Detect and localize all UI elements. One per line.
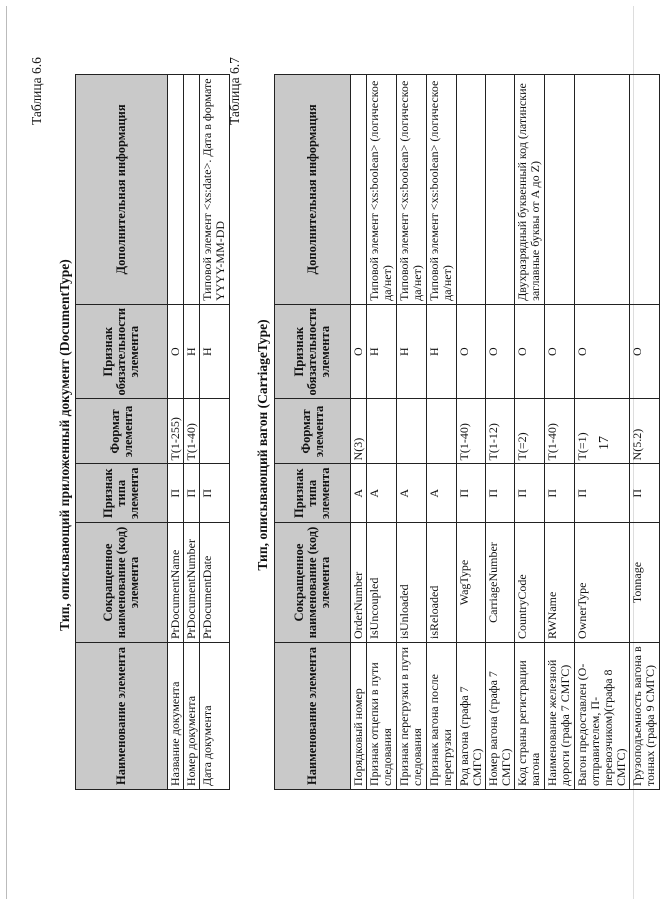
table-cell: А <box>397 464 427 523</box>
table-cell: OwnerType <box>575 523 630 643</box>
page-number: 17 <box>597 436 612 450</box>
table-cell: О <box>545 304 575 399</box>
table-cell: П <box>184 464 200 523</box>
table-cell: Типовой элемент <xs:date>. Дата в формате YYYY-MM-DD <box>200 74 230 304</box>
table-cell: OrderNumber <box>351 523 367 643</box>
table-cell: WagType <box>457 523 486 643</box>
table-cell: Название документа <box>168 643 184 790</box>
table-cell: Н <box>427 304 457 399</box>
table-cell: PrDocumentName <box>168 523 184 643</box>
column-header: Формат элемента <box>275 399 351 464</box>
table-cell: Номер документа <box>184 643 200 790</box>
table-cell: Tonnage <box>630 523 660 643</box>
table-cell: Наименование железной дороги (графа 7 СМГС) <box>545 643 575 790</box>
table-row <box>184 74 200 789</box>
table-row <box>200 74 230 789</box>
table-cell <box>351 74 367 304</box>
table-cell: Н <box>397 304 427 399</box>
table-cell <box>200 399 230 464</box>
table-cell <box>575 74 630 304</box>
table-cell: T(=2) <box>515 399 545 464</box>
column-header: Сокращенное наименование (код) элемента <box>275 523 351 643</box>
table-cell: T(1-40) <box>457 399 486 464</box>
table-cell: Грузоподъемность вагона в тоннах (графа 9 СМГС) <box>630 643 660 790</box>
table-cell: CarriageNumber <box>486 523 515 643</box>
table-row <box>427 74 457 789</box>
column-header: Наименование элемента <box>76 643 168 790</box>
table-cell: isUnloaded <box>397 523 427 643</box>
table-cell: П <box>545 464 575 523</box>
table-6-6-label: Таблица 6.6 <box>29 57 44 125</box>
table-row <box>575 74 630 789</box>
table-row <box>351 74 367 789</box>
column-header: Дополнительная информация <box>76 74 168 304</box>
table-cell: T(1-40) <box>184 399 200 464</box>
table-cell: Типовой элемент <xs:boolean> (логическое да/нет) <box>397 74 427 304</box>
table-cell: П <box>575 464 630 523</box>
table-cell: N(5.2) <box>630 399 660 464</box>
table-cell: О <box>168 304 184 399</box>
table-cell: isReloaded <box>427 523 457 643</box>
table-cell: Порядковый номер <box>351 643 367 790</box>
table-cell <box>457 74 486 304</box>
table-6-7-caption: Тип, описывающий вагон (CarriageType) <box>255 319 270 571</box>
table-cell: Признак отцепки в пути следования <box>367 643 397 790</box>
table-cell <box>630 74 660 304</box>
table-cell: П <box>457 464 486 523</box>
table-cell: PrDocumentDate <box>200 523 230 643</box>
table-cell: О <box>575 304 630 399</box>
table-row <box>486 74 515 789</box>
column-header: Дополнительная информация <box>275 74 351 304</box>
table-cell <box>545 74 575 304</box>
table-cell: Номер вагона (графа 7 СМГС) <box>486 643 515 790</box>
table-cell <box>367 399 397 464</box>
table-cell <box>184 74 200 304</box>
table-cell <box>397 399 427 464</box>
carriage-type-table <box>274 74 660 790</box>
table-row <box>367 74 397 789</box>
table-cell: А <box>427 464 457 523</box>
table-cell: Вагон предоставлен (О- отправителем, П- перевозчиком)(графа 8 СМГС) <box>575 643 630 790</box>
table-row <box>168 74 184 789</box>
table-cell: IsUncoupled <box>367 523 397 643</box>
table-cell: О <box>630 304 660 399</box>
column-header: Признак обязательности элемента <box>275 304 351 399</box>
table-cell: Признак вагона после перегрузки <box>427 643 457 790</box>
table-6-6-caption: Тип, описывающий приложенный документ (DocumentType) <box>57 259 72 631</box>
table-row <box>630 74 660 789</box>
column-header: Признак типа элемента <box>275 464 351 523</box>
table-cell: П <box>200 464 230 523</box>
table-row <box>515 74 545 789</box>
table-cell: Двухразрядный буквенный код (латинские заглавные буквы от A до Z) <box>515 74 545 304</box>
table-cell: Н <box>367 304 397 399</box>
table-cell: Род вагона (графа 7 СМГС) <box>457 643 486 790</box>
table-header-row <box>275 74 351 789</box>
table-cell: T(1-255) <box>168 399 184 464</box>
column-header: Признак типа элемента <box>76 464 168 523</box>
table-cell: CountryCode <box>515 523 545 643</box>
table-row <box>545 74 575 789</box>
table-cell <box>427 399 457 464</box>
table-cell: Типовой элемент <xs:boolean> (логическое да/нет) <box>367 74 397 304</box>
table-cell: RWName <box>545 523 575 643</box>
table-cell: Н <box>200 304 230 399</box>
column-header: Наименование элемента <box>275 643 351 790</box>
table-cell: П <box>486 464 515 523</box>
table-cell: Код страны регистрации вагона <box>515 643 545 790</box>
table-cell: T(1-12) <box>486 399 515 464</box>
table-cell: О <box>351 304 367 399</box>
table-cell: Дата документа <box>200 643 230 790</box>
table-row <box>457 74 486 789</box>
table-cell: П <box>168 464 184 523</box>
table-cell: PrDocumentNumber <box>184 523 200 643</box>
table-cell: П <box>630 464 660 523</box>
document-type-table <box>75 74 230 790</box>
table-6-7-label: Таблица 6.7 <box>227 57 242 125</box>
table-cell: N(3) <box>351 399 367 464</box>
table-cell: Признак перегрузки в пути следования <box>397 643 427 790</box>
table-cell: П <box>515 464 545 523</box>
table-header-row <box>76 74 168 789</box>
table-cell: О <box>515 304 545 399</box>
rotated-page <box>15 25 657 885</box>
column-header: Формат элемента <box>76 399 168 464</box>
table-cell <box>486 74 515 304</box>
table-row <box>397 74 427 789</box>
column-header: Сокращенное наименование (код) элемента <box>76 523 168 643</box>
column-header: Признак обязательности элемента <box>76 304 168 399</box>
table-cell: О <box>486 304 515 399</box>
table-cell: А <box>367 464 397 523</box>
table-cell: T(1-40) <box>545 399 575 464</box>
table-cell: T(=1) <box>575 399 630 464</box>
table-cell: Типовой элемент <xs:boolean> (логическое да/нет) <box>427 74 457 304</box>
table-cell: Н <box>184 304 200 399</box>
table-cell: О <box>457 304 486 399</box>
table-cell <box>168 74 184 304</box>
table-cell: А <box>351 464 367 523</box>
